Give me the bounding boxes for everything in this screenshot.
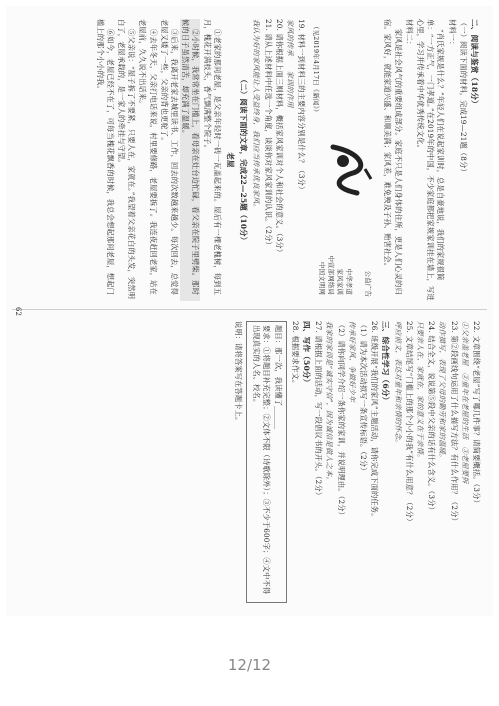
question-25: 25. 文章结尾写“门槛上的那个小小的我”有什么用意？（2分） — [404, 321, 414, 526]
material2-text: 家风是社会风气的重要组成部分。家庭不只是人们身体的住所，更是人们心灵的归宿。家风好，就能家道兴盛、和顺美满；家风差，难免殃及子孙、贻害社会。 — [383, 19, 403, 295]
page-number: 62 — [14, 307, 22, 316]
answer-25: 呼应前文，表达对童年和亲情的怀念。 — [393, 321, 403, 447]
question-21: 21. 请从上述材料中任选一个角度，谈谈你对家风家训的认识。（2分） — [263, 19, 273, 249]
poster-title: 中华孝道 — [345, 268, 354, 295]
question-26-item1: （1）请为本次活动拟写一条宣传标语。（2分） — [358, 321, 368, 475]
article-paragraph: ⑥如今，老屋已经不在了，可每当槐花飘香的时候，我总会想起那间老屋，想起门槛上的那个小小的我。 — [95, 19, 115, 295]
reading-heading: （二）阅读下面的文章，完成22—25题（10分） — [239, 75, 249, 245]
article-paragraph: ③后来，我离开老家去城里读书、工作，回去的次数越来越少。每次回去，总觉得老屋又矮了一些，父亲的背也更驼了。 — [159, 19, 179, 295]
question-22: 22. 文章围绕“老屋”写了哪几件事？请简要概括。（3分） — [472, 321, 481, 507]
answer-23: 动作描写，表现了父母的勤劳和家的温暖。 — [438, 321, 448, 462]
scanned-page — [6, 6, 493, 616]
essay-requirements: 要求：①将题目补充完整；②文体不限（诗歌除外）；③不少于600字；④文中不得出现真实的人名、校名。 — [252, 325, 272, 595]
answer-21: 我认为好的家风能让人受益终身，我们应当传承优良家风。 — [252, 19, 262, 212]
question-28: 28. 根据要求作文。 — [290, 321, 300, 388]
question-26-item2: （2）请你向同学介绍一条你家的家训，并说明理由。（2分） — [336, 321, 346, 520]
poster-sub: 家风家训 — [336, 268, 345, 295]
calligraphy-image — [323, 139, 373, 199]
left-column — [18, 19, 481, 301]
poster-date: （见2019年4月17日《新闻》） — [312, 23, 321, 116]
section-heading: 二、阅读与鉴赏（18分） — [470, 19, 479, 108]
material1-title: 材料一： — [447, 19, 457, 49]
essay-prompt: 题目：那一次，我读懂了______ — [273, 325, 283, 430]
section4-heading: 四、写作（50分） — [301, 321, 311, 387]
answer-note: 说明：请将答案写在答题卡上。 — [233, 321, 243, 425]
question-20: 20. 请你根据上面三则材料，概括家风家训对个人和社会的意义。（3分） — [274, 19, 284, 257]
poster-stamp-2: 中国文明网 — [318, 262, 327, 295]
rotated-exam-sheet — [12, 11, 487, 611]
article-title: 老屋 — [225, 152, 235, 168]
question-26: 26. 班级开展“我们的家风”主题活动，请你完成下面的任务。 — [370, 321, 380, 521]
essay-prompt-box — [246, 321, 287, 603]
article-paragraph: ④去年冬天，父亲打电话来说，村里要修路，老屋要拆了。我连夜赶回老家，站在老屋前，久久说不出话来。 — [138, 19, 158, 295]
material2-title: 材料二： — [404, 19, 414, 49]
poster-stamp-1: 中宣部网络局 — [327, 255, 336, 295]
material1-text: “肖氏家规是什么？”年轻人们在说起家训时，总是自豪地说，我们的家规很简单：“一方正气，一门孝道。”在2019年的中国，不少家庭都把家规家训挂在墙上，写进心里，学习并传承着中华优秀传统文化。 — [415, 19, 446, 301]
article-paragraph: ①老家的那间老屋，是父亲年轻时一砖一瓦盖起来的。屋后有一棵老槐树，每到五月，槐花开满枝头，香气飘满整个院子。 — [202, 19, 222, 295]
poster-stamp — [317, 255, 353, 295]
article-paragraph: ⑤父亲说：“屋子拆了不要紧，只要人在，家就在。”我望着父亲花白的头发，突然明白了，老屋承载的，是一家人的牵挂与守望。 — [116, 19, 137, 300]
answer-26-2: 我家的家训是“诚实守信”，因为诚信是做人之本。 — [325, 321, 335, 484]
question-24: 24. 结合全文，说说第⑤段中父亲的话有什么含义。（3分） — [427, 321, 437, 514]
right-column — [18, 321, 481, 603]
question-19: 19. 材料一到材料三的主要内容分别是什么？（3分） — [297, 19, 307, 194]
material-intro: （一）阅读下面的材料，完成19—21题（8分） — [458, 19, 468, 176]
poster-caption: 公益广告 — [364, 270, 373, 297]
question-23: 23. 第②段画线句运用了什么描写方法？有什么作用？（2分） — [449, 321, 459, 525]
answer-26-1: 传承好家风，争做好少年 — [347, 321, 357, 403]
article-paragraph: ②小时候，我常常坐在门槛上，看母亲在灶台边忙碌，看父亲在院子里劈柴。那时候的日子虽然清苦，却充满了温暖。 — [180, 19, 200, 301]
answer-19: 家风的传承 家训的作用 — [285, 19, 295, 108]
answer-24: 只要亲人在，家就在，家的意义在于亲情。 — [415, 321, 425, 462]
section3-heading: 三、综合性学习（6分） — [381, 321, 391, 405]
page-fold-divider — [12, 309, 487, 310]
question-27: 27. 请根据上面的活动，写一段倡议书的开头。（2分） — [314, 321, 324, 500]
answer-22: ①父亲盖老屋 ②童年在老屋的生活 ③老屋要拆 — [460, 321, 470, 484]
page-indicator: 12/12 — [227, 656, 272, 674]
poster-figure — [309, 19, 379, 301]
